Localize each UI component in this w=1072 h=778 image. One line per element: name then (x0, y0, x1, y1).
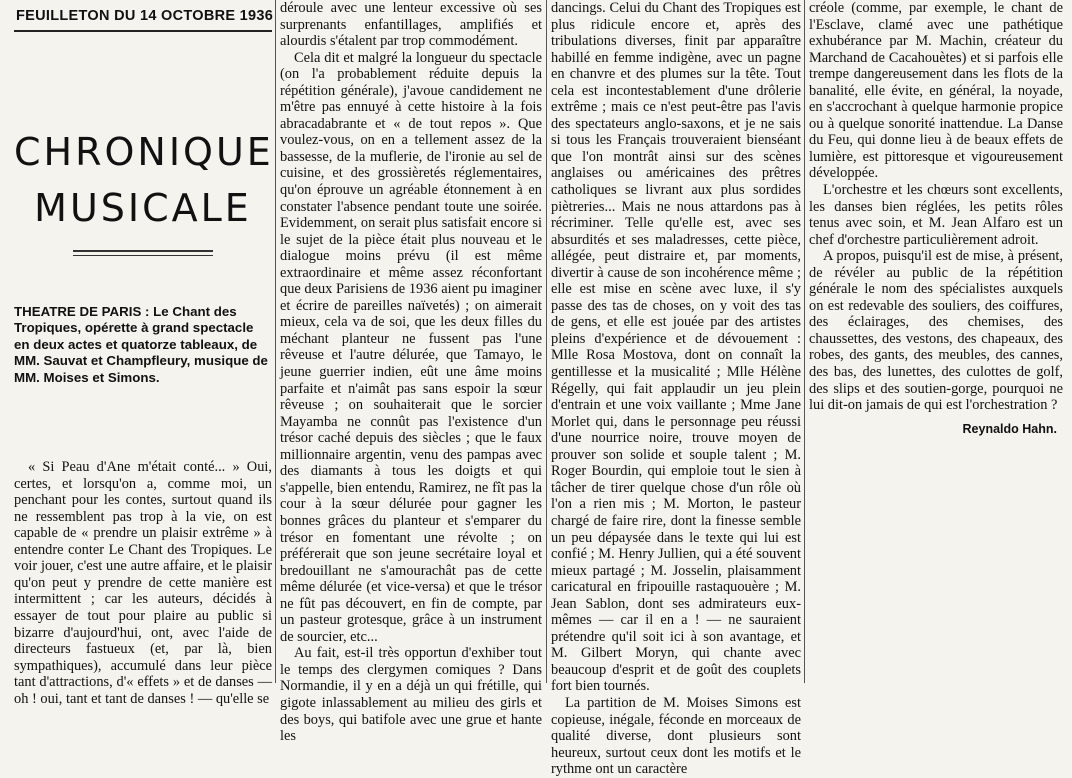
column-3-paragraph-2: La partition de M. Moises Simons est copieuse, inégale, féconde en morceaux de qualité diverse, dont plusieurs sont heureux, surtout ceux dont les motifs et le rythme ont un caractère (551, 694, 801, 778)
column-3-paragraph-1: dancings. Celui du Chant des Tropiques est plus ridicule encore et, après des tribulations diverses, finit par apparaître habillé en femme indigène, avec un pagne en chanvre et des plumes sur la tête. Tout cela est incontestablement d'une drôlerie extrême ; mais ce n'est peut-être pas l'avis des spectateurs anglo-saxons, et je ne sais si tous les Français trouveraient bienséant que l'on montrât ainsi sur des scènes anglaises ou américaines des prêtres catholiques se livrant aux plus sordides piètreries... Mais ne nous attardons pas à récriminer. Telle qu'elle est, avec ses absurdités et ses maladresses, cette pièce, allégée, peut distraire et, par moments, divertir à cause de son incohérence même ; elle est mise en scène avec luxe, il s'y passe des tas de choses, on y voit des tas de gens, et elle est jouée par des artistes pleins d'expérience et de dévouement : Mlle Rosa Mostova, dont on connaît la gentillesse et la musicalité ; Mlle Hélène Régelly, qui fait applaudir un jeu plein d'entrain et une voix vaillante ; Mme Jane Morlet qui, dans le personnage peu réussi d'une nourrice noire, trouve moyen de prouver son solide et souple talent ; M. Roger Bourdin, qui emploie tout le sien à tâcher de tirer quelque chose d'un rôle où l'on a rien mis ; M. Morton, le pasteur chargé de faire rire, dont la finesse semble un peu dépaysée dans le texte qui lui est confié ; M. Henry Jullien, qui a été souvent mieux partagé ; M. Josselin, plaisamment caricatural en fripouille rastaquouère ; M. Jean Sablon, dont ses admirateurs eux-mêmes — car il en a ! — ne sauraient prétendre qu'il soit ici à son avantage, et M. Gilbert Moryn, qui chante avec beaucoup d'esprit et de goût des couplets fort bien tournés. (551, 0, 801, 695)
column-2-paragraph-1: déroule avec une lenteur excessive où ses surprenants enfantillages, amplifiés et alourdis s'étalent par trop commodément. (280, 0, 542, 50)
column-3 (551, 0, 801, 778)
column-4-paragraph-3: A propos, puisqu'il est de mise, à présent, de révéler au public de la répétition générale le nom des spécialistes auxquels on est redevable des souliers, des coiffures, des éclairages, des chemises, des chaussettes, des vestons, des chapeaux, des robes, des gants, des meubles, des cannes, des bas, des lunettes, des culottes de golf, des slips et des soutien-gorge, pourquoi ne lui dit-on jamais de qui est l'orchestration ? (809, 248, 1063, 414)
column-rule (275, 0, 276, 683)
lead-paragraph: THEATRE DE PARIS : Le Chant des Tropiques, opérette à grand spectacle en deux actes et quatorze tableaux, de MM. Sauvat et Champfleury, musique de MM. Moises et Simons. (14, 304, 268, 385)
column-rule (546, 0, 547, 683)
page-title (14, 124, 272, 236)
title-line-2: MUSICALE (34, 186, 252, 230)
column-4-paragraph-2: L'orchestre et les chœurs sont excellents, les danses bien réglées, les petits rôles tenus avec soin, et M. Jean Alfaro est un chef d'orchestre particulièrement adroit. (809, 182, 1063, 248)
author-signature: Reynaldo Hahn. (962, 421, 1057, 436)
column-1-paragraph-1: « Si Peau d'Ane m'était conté... » Oui, certes, et lorsqu'on a, comme moi, un penchant pour les contes, surtout quand ils ne ressemblent pas trop à la vie, on est capable de « prendre un plaisir extrême » à entendre conter Le Chant des Tropiques. Le voir jouer, c'est une autre affaire, et le plaisir qu'on peut y prendre de cette manière est intermittent ; car les auteurs, décidés à essayer de tout pour plaire au public si bizarre d'aujourd'hui, ont, avec l'aide de directeurs fastueux (et, par là, bien sympathiques), accumulé dans leur pièce tant d'attractions, d'« effets » et de danses — oh ! oui, tant et tant de danses ! — qu'elle se (14, 459, 272, 707)
feuilleton-header: FEUILLETON DU 14 OCTOBRE 1936 (14, 0, 272, 32)
column-2 (280, 0, 542, 745)
column-2-paragraph-3: Au fait, est-il très opportun d'exhiber tout le temps des clergymen comiques ? Dans Normandie, il y en a déjà un qui frétille, qui gigote inlassablement au milieu des girls et des boys, qui batifole avec une grue et hante les (280, 645, 542, 745)
column-4 (809, 0, 1063, 683)
column-rule (804, 0, 805, 683)
column-4-paragraph-1: créole (comme, par exemple, le chant de l'Esclave, clamé avec une pathétique exhubérance par M. Machin, créateur du Marchand de Cacahouètes) et si parfois elle trempe dangereusement dans les flots de la banalité, elle évite, en général, la noyade, en s'accrochant à quelque harmonie propice ou à quelque sonorité inattendue. La Danse du Feu, qui donne lieu à de beaux effets de lumière, est pittoresque et vigoureusement développée. (809, 0, 1063, 182)
column-2-paragraph-2: Cela dit et malgré la longueur du spectacle (on l'a probablement réduite depuis la répétition générale), j'avoue candidement ne m'être pas ennuyé à cette histoire à la fois abracadabrante et « de tout repos ». Que voulez-vous, on en a tellement assez de la bassesse, de la muflerie, de l'ironie au sel de cuisine, et des grossièretés réglementaires, qu'on éprouve un agréable étonnement à en constater l'absence pendant toute une soirée. Evidemment, on serait plus satisfait encore si le sujet de la pièce était plus nouveau et le dialogue moins prévu (il est même extraordinaire et même assez réconfortant que deux Parisiens de 1936 aient pu imaginer et écrire de pareilles naïvetés) ; on aimerait mieux, cela va de soi, que les deux filles du méchant planteur ne fussent pas l'une rêveuse et l'autre délurée, que Tamayo, le jeune guerrier indien, eût une âme moins parfaite et n'aimât pas sans espoir la sœur rêveuse ; on souhaiterait que le sorcier Mayamba ne connût pas l'existence d'un trésor caché depuis des siècles ; que le faux millionnaire argentin, venu des pampas avec des diamants à tous les doigts et qui s'appelle, bien entendu, Ramirez, ne fît pas la cour à la sœur délurée pour gagner les bonnes grâces du planteur et s'emparer du trésor en fomentant une révolte ; on préférerait que son jeune secrétaire loyal et bredouillant ne s'amourachât pas de cette même délurée (et vice-versa) et que le trésor ne fût pas découvert, en fin de compte, par un pasteur grotesque, grâce à un instrument de sourcier, etc... (280, 49, 542, 645)
title-divider (73, 250, 213, 256)
title-line-1: CHRONIQUE (14, 130, 274, 174)
column-1 (14, 0, 274, 707)
